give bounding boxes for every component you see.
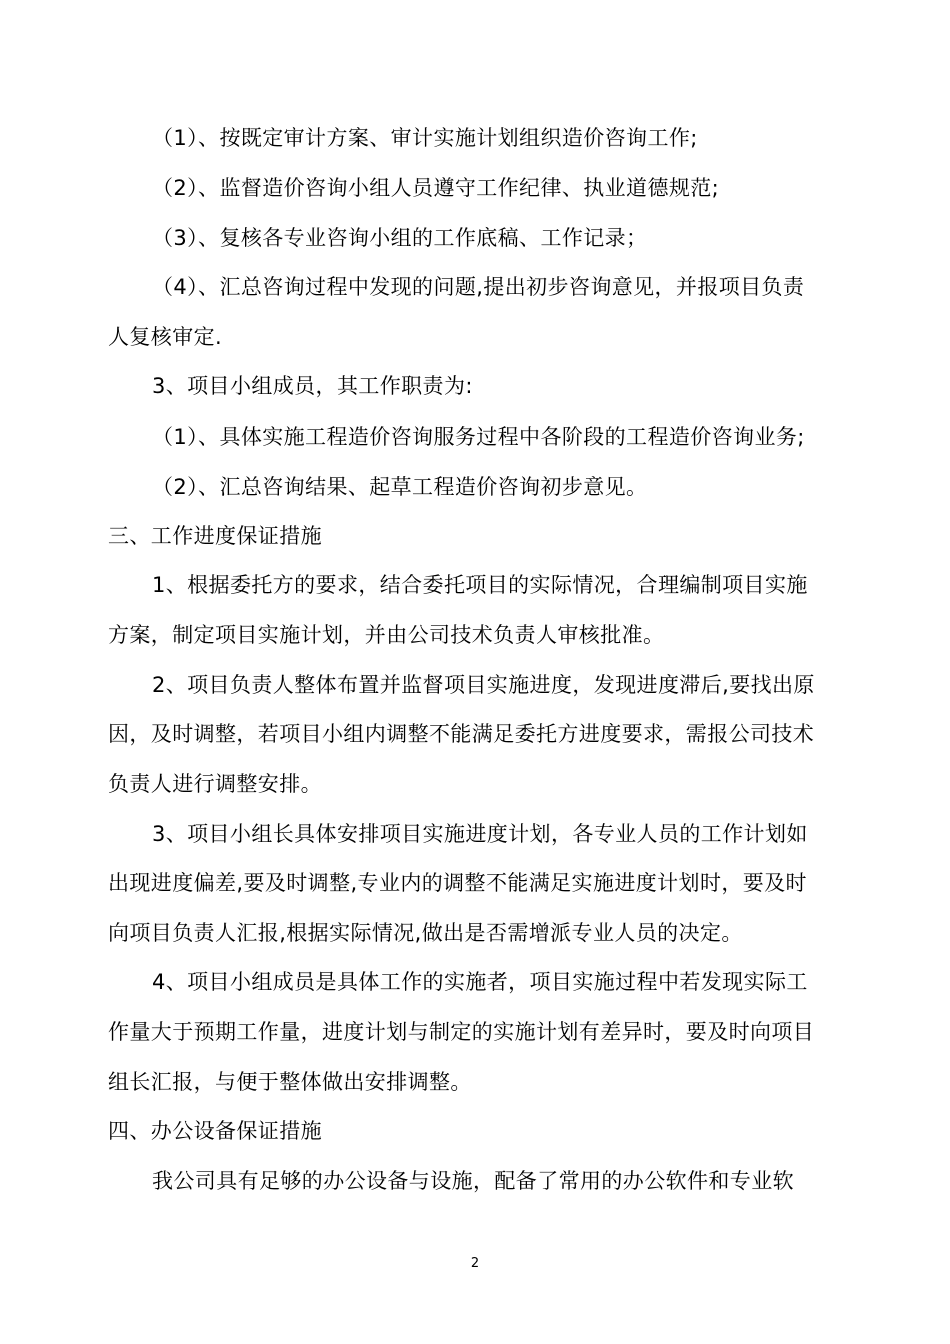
text-line: 1、根据委托方的要求，结合委托项目的实际情况，合理编制项目实施 — [152, 573, 808, 597]
text-line: 作量大于预期工作量，进度计划与制定的实施计划有差异时，要及时向项目 — [108, 1020, 815, 1044]
text-line: （4）、汇总咨询过程中发现的问题,提出初步咨询意见，并报项目负责 — [152, 275, 805, 299]
text-line: 因，及时调整，若项目小组内调整不能满足委托方进度要求，需报公司技术 — [108, 722, 815, 746]
text-line: （3）、复核各专业咨询小组的工作底稿、工作记录； — [152, 226, 648, 250]
text-line: （2）、监督造价咨询小组人员遵守工作纪律、执业道德规范; — [152, 176, 720, 200]
text-line: （2）、汇总咨询结果、起草工程造价咨询初步意见。 — [152, 475, 648, 499]
text-line: 我公司具有足够的办公设备与设施，配备了常用的办公软件和专业软 — [152, 1169, 794, 1193]
text-line: 组长汇报，与便于整体做出安排调整。 — [108, 1070, 472, 1094]
text-line: 3、项目小组长具体安排项目实施进度计划，各专业人员的工作计划如 — [152, 822, 808, 846]
text-line: 2、项目负责人整体布置并监督项目实施进度，发现进度滞后,要找出原 — [152, 673, 815, 697]
section-heading: 四、办公设备保证措施 — [108, 1119, 322, 1143]
text-line: 出现进度偏差,要及时调整,专业内的调整不能满足实施进度计划时，要及时 — [108, 871, 807, 895]
text-line: （1）、具体实施工程造价咨询服务过程中各阶段的工程造价咨询业务; — [152, 425, 805, 449]
page-number: 2 — [470, 1256, 480, 1271]
text-line: 人复核审定. — [108, 325, 223, 349]
text-line: （1）、按既定审计方案、审计实施计划组织造价咨询工作; — [152, 126, 698, 150]
text-line: 4、项目小组成员是具体工作的实施者，项目实施过程中若发现实际工 — [152, 970, 808, 994]
section-heading: 三、工作进度保证措施 — [108, 524, 322, 548]
text-line: 负责人进行调整安排。 — [108, 772, 322, 796]
text-line: 3、项目小组成员，其工作职责为: — [152, 374, 473, 398]
text-line: 方案，制定项目实施计划，并由公司技术负责人审核批准。 — [108, 623, 665, 647]
text-line: 向项目负责人汇报,根据实际情况,做出是否需增派专业人员的决定。 — [108, 921, 743, 945]
